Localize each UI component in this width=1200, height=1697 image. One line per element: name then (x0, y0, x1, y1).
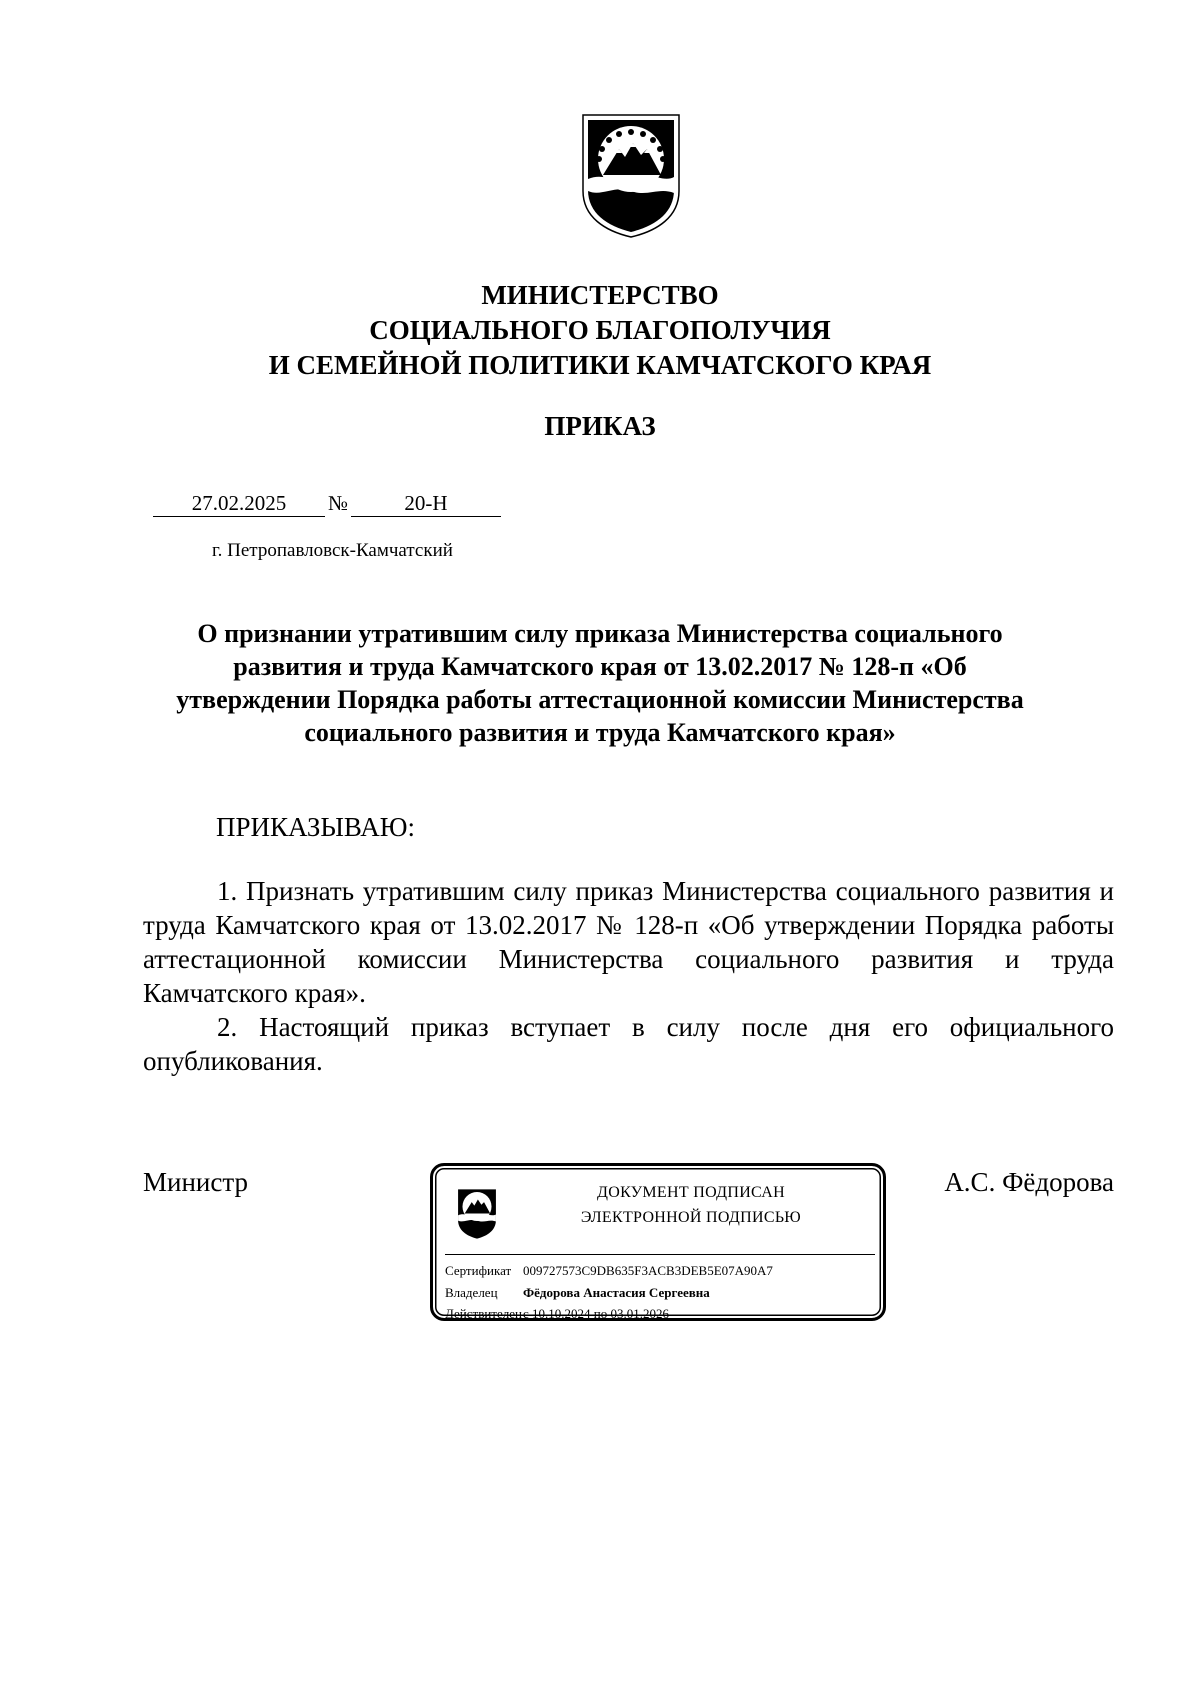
date-number-row (153, 488, 501, 518)
owner-label: Владелец (445, 1285, 498, 1300)
stamp-certificate-row (445, 1262, 773, 1280)
subject-line-1: О признании утратившим силу приказа Министерства социального (197, 619, 1003, 648)
document-subject (150, 617, 1050, 749)
number-sign: № (327, 491, 349, 515)
document-number: 20-Н (351, 490, 501, 517)
certificate-label: Сертификат (445, 1263, 512, 1278)
validity-label: Действителен (445, 1306, 522, 1321)
document-city: г. Петропавловск-Камчатский (212, 540, 453, 561)
stamp-owner-row (445, 1284, 710, 1302)
electronic-signature-stamp (430, 1163, 886, 1321)
stamp-emblem-icon (455, 1186, 499, 1242)
stamp-heading (511, 1180, 871, 1230)
certificate-value: 009727573C9DB635F3ACB3DEB5E07A90A7 (523, 1263, 773, 1278)
subject-line-4: социального развития и труда Камчатского края» (304, 718, 896, 747)
org-line-3: И СЕМЕЙНОЙ ПОЛИТИКИ КАМЧАТСКОГО КРАЯ (268, 350, 932, 380)
signatory-name: А.С. Фёдорова (944, 1167, 1114, 1197)
subject-line-3: утверждении Порядка работы аттестационной комиссии Министерства (176, 685, 1024, 714)
stamp-divider (445, 1254, 875, 1255)
document-body (143, 874, 1114, 1078)
signatory-title: Министр (143, 1167, 248, 1197)
validity-value: с 10.10.2024 по 03.01.2026 (523, 1306, 669, 1321)
document-date: 27.02.2025 (153, 490, 325, 517)
document-type: ПРИКАЗ (544, 411, 656, 441)
paragraph-1: 1. Признать утратившим силу приказ Министерства социального развития и труда Камчатского края от 13.02.2017 № 128-п «Об утверждении Порядка работы аттестационной комиссии Министерства социального развития и труда Камчатского края». (143, 876, 1114, 1008)
stamp-heading-line-1: ДОКУМЕНТ ПОДПИСАН (597, 1184, 785, 1201)
organization-heading (0, 278, 1200, 383)
org-line-1: МИНИСТЕРСТВО (481, 280, 719, 310)
paragraph-2: 2. Настоящий приказ вступает в силу после дня его официального опубликования. (143, 1012, 1114, 1076)
coat-of-arms-icon (581, 113, 681, 239)
stamp-validity-row (445, 1305, 669, 1323)
owner-value: Фёдорова Анастасия Сергеевна (523, 1285, 710, 1300)
org-line-2: СОЦИАЛЬНОГО БЛАГОПОЛУЧИЯ (369, 315, 831, 345)
stamp-heading-line-2: ЭЛЕКТРОННОЙ ПОДПИСЬЮ (580, 1209, 802, 1226)
order-word: ПРИКАЗЫВАЮ: (216, 812, 415, 842)
subject-line-2: развития и труда Камчатского края от 13.02.2017 № 128-п «Об (233, 652, 967, 681)
